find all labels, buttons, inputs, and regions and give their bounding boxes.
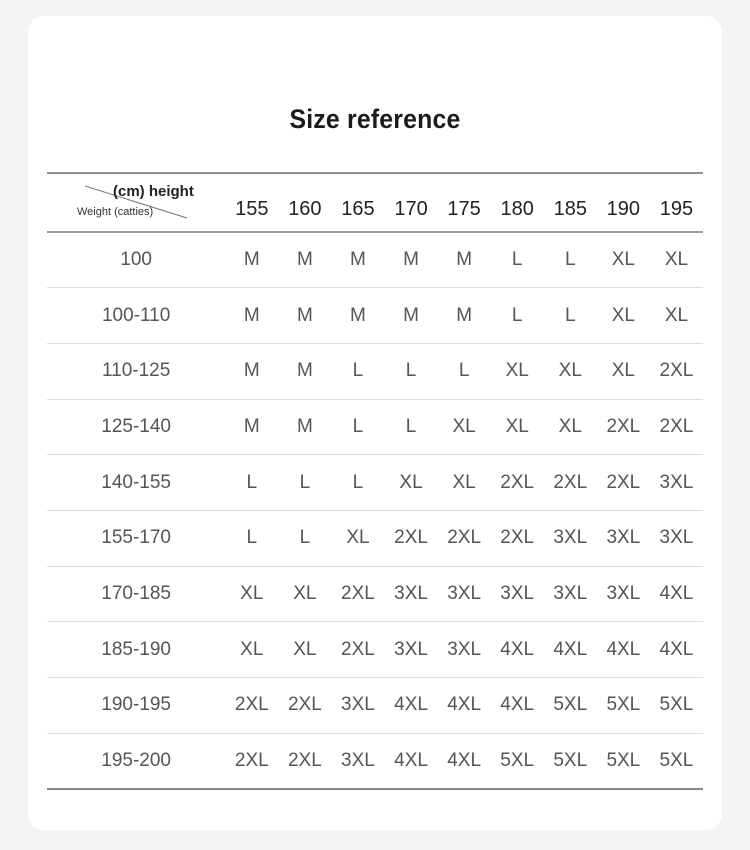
size-cell: 4XL [438, 733, 491, 789]
size-cell: 2XL [225, 733, 278, 789]
size-cell: M [225, 288, 278, 344]
size-cell: 5XL [597, 678, 650, 734]
size-cell: L [385, 399, 438, 455]
table-row [47, 343, 703, 399]
height-header: 170 [385, 173, 438, 232]
size-cell: L [438, 343, 491, 399]
size-cell: 3XL [438, 622, 491, 678]
size-cell: 2XL [491, 455, 544, 511]
size-cell: 4XL [438, 678, 491, 734]
size-cell: XL [544, 343, 597, 399]
size-cell: XL [544, 399, 597, 455]
table-row [47, 678, 703, 734]
size-cell: XL [597, 232, 650, 288]
size-cell: 2XL [331, 622, 384, 678]
size-cell: 3XL [491, 566, 544, 622]
size-cell: 3XL [597, 510, 650, 566]
weight-range-cell: 170-185 [47, 566, 225, 622]
size-cell: 2XL [650, 343, 703, 399]
height-header: 190 [597, 173, 650, 232]
size-cell: 4XL [385, 733, 438, 789]
size-cell: L [544, 232, 597, 288]
size-cell: XL [438, 455, 491, 511]
size-cell: 3XL [650, 455, 703, 511]
size-cell: 5XL [544, 733, 597, 789]
table-row [47, 399, 703, 455]
size-cell: L [331, 455, 384, 511]
size-cell: 2XL [385, 510, 438, 566]
corner-cell [47, 173, 225, 232]
table-row [47, 733, 703, 789]
size-cell: 2XL [597, 455, 650, 511]
height-header: 160 [278, 173, 331, 232]
size-cell: L [491, 288, 544, 344]
size-cell: 2XL [544, 455, 597, 511]
weight-range-cell: 125-140 [47, 399, 225, 455]
height-axis-label: (cm) height [113, 183, 194, 200]
size-cell: 5XL [491, 733, 544, 789]
height-header: 185 [544, 173, 597, 232]
size-cell: 3XL [385, 566, 438, 622]
table-row [47, 455, 703, 511]
size-cell: M [385, 232, 438, 288]
table-row [47, 232, 703, 288]
size-table-body [47, 232, 703, 789]
weight-range-cell: 185-190 [47, 622, 225, 678]
size-cell: L [491, 232, 544, 288]
size-cell: XL [597, 343, 650, 399]
size-cell: 3XL [597, 566, 650, 622]
size-cell: 5XL [544, 678, 597, 734]
size-cell: XL [491, 343, 544, 399]
weight-range-cell: 140-155 [47, 455, 225, 511]
size-cell: L [331, 343, 384, 399]
size-cell: L [278, 455, 331, 511]
weight-range-cell: 100 [47, 232, 225, 288]
table-row [47, 288, 703, 344]
page-title: Size reference [289, 104, 461, 134]
table-row [47, 566, 703, 622]
size-cell: 4XL [491, 678, 544, 734]
size-cell: 4XL [650, 566, 703, 622]
size-cell: XL [597, 288, 650, 344]
size-cell: 2XL [225, 678, 278, 734]
size-cell: 4XL [597, 622, 650, 678]
size-cell: 2XL [278, 678, 331, 734]
size-cell: 4XL [650, 622, 703, 678]
size-cell: XL [650, 288, 703, 344]
size-cell: XL [385, 455, 438, 511]
size-cell: 3XL [544, 566, 597, 622]
size-cell: XL [278, 566, 331, 622]
size-cell: 2XL [491, 510, 544, 566]
size-cell: 3XL [438, 566, 491, 622]
table-row [47, 510, 703, 566]
size-cell: M [225, 343, 278, 399]
size-cell: L [385, 343, 438, 399]
size-cell: 4XL [491, 622, 544, 678]
size-cell: 3XL [385, 622, 438, 678]
size-cell: 4XL [544, 622, 597, 678]
size-cell: M [278, 232, 331, 288]
size-cell: XL [438, 399, 491, 455]
weight-range-cell: 100-110 [47, 288, 225, 344]
size-cell: L [225, 455, 278, 511]
size-table [47, 172, 703, 790]
size-cell: 3XL [331, 678, 384, 734]
weight-axis-label: Weight (catties) [77, 206, 154, 218]
size-cell: 5XL [597, 733, 650, 789]
size-cell: M [385, 288, 438, 344]
size-cell: M [225, 232, 278, 288]
size-cell: XL [225, 566, 278, 622]
height-header: 165 [331, 173, 384, 232]
size-cell: XL [278, 622, 331, 678]
weight-range-cell: 190-195 [47, 678, 225, 734]
header-row [47, 173, 703, 232]
weight-range-cell: 195-200 [47, 733, 225, 789]
size-cell: M [278, 399, 331, 455]
height-header: 175 [438, 173, 491, 232]
size-cell: M [278, 343, 331, 399]
size-cell: XL [650, 232, 703, 288]
height-header: 180 [491, 173, 544, 232]
size-cell: M [225, 399, 278, 455]
size-cell: L [331, 399, 384, 455]
size-cell: XL [225, 622, 278, 678]
size-cell: 2XL [438, 510, 491, 566]
weight-range-cell: 110-125 [47, 343, 225, 399]
size-cell: XL [331, 510, 384, 566]
size-cell: M [438, 232, 491, 288]
size-cell: 2XL [278, 733, 331, 789]
size-cell: 5XL [650, 733, 703, 789]
size-cell: 3XL [331, 733, 384, 789]
size-cell: 5XL [650, 678, 703, 734]
size-cell: 2XL [650, 399, 703, 455]
height-header: 195 [650, 173, 703, 232]
size-cell: 3XL [650, 510, 703, 566]
table-row [47, 622, 703, 678]
size-cell: 2XL [597, 399, 650, 455]
size-cell: 4XL [385, 678, 438, 734]
size-cell: M [331, 288, 384, 344]
size-cell: 2XL [331, 566, 384, 622]
size-cell: XL [491, 399, 544, 455]
size-cell: M [278, 288, 331, 344]
size-cell: L [278, 510, 331, 566]
weight-range-cell: 155-170 [47, 510, 225, 566]
height-header: 155 [225, 173, 278, 232]
size-cell: L [544, 288, 597, 344]
size-cell: 3XL [544, 510, 597, 566]
size-cell: M [438, 288, 491, 344]
size-cell: L [225, 510, 278, 566]
size-cell: M [331, 232, 384, 288]
